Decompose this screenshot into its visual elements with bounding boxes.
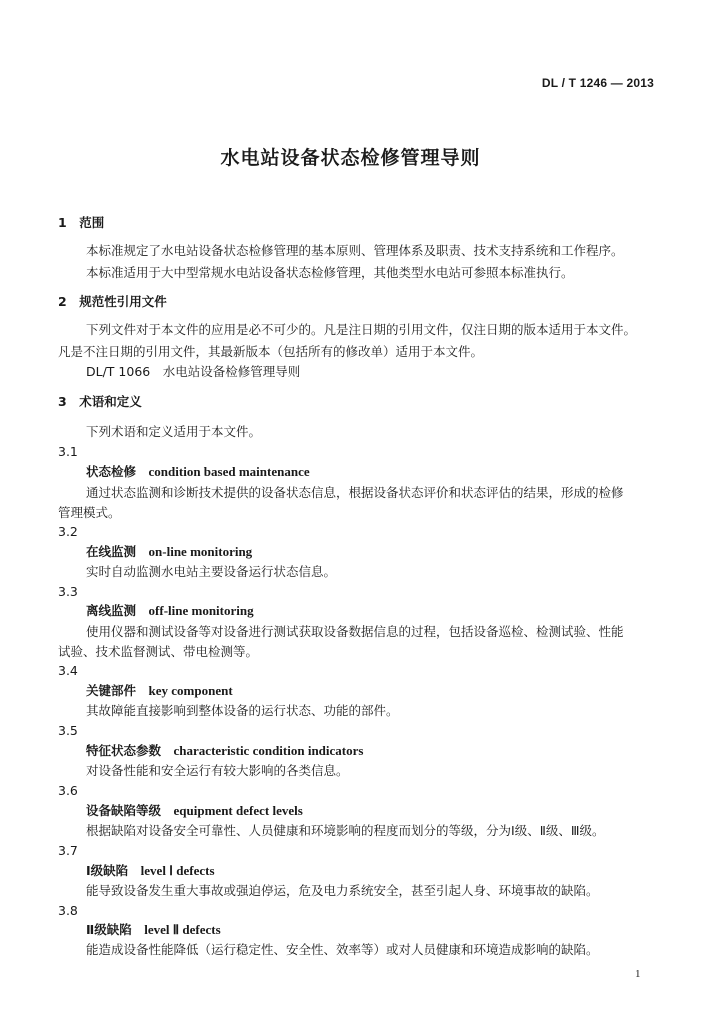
- standard-number: DL / T 1246 — 2013: [541, 76, 654, 90]
- term-definition: 试验、技术监督测试、带电检测等。: [58, 644, 259, 659]
- term-cn: Ⅰ级缺陷: [86, 863, 129, 878]
- term-number: 3.1: [58, 444, 78, 459]
- page-number: 1: [635, 968, 641, 980]
- term-cn: 关键部件: [86, 683, 137, 698]
- term-definition: 其故障能直接影响到整体设备的运行状态、功能的部件。: [86, 703, 399, 718]
- term-definition: 使用仪器和测试设备等对设备进行测试获取设备数据信息的过程，包括设备巡检、检测试验、性能: [86, 624, 624, 639]
- term-heading: [86, 743, 363, 759]
- term-number: 3.7: [58, 843, 78, 858]
- section-2-paragraph-line-1: 下列文件对于本文件的应用是必不可少的。凡是注日期的引用文件，仅注日期的版本适用于本文件。: [86, 322, 637, 337]
- term-number: 3.2: [58, 524, 78, 539]
- section-1-heading: 1 范围: [58, 215, 105, 230]
- term-definition: 对设备性能和安全运行有较大影响的各类信息。: [86, 763, 349, 778]
- term-heading: [86, 683, 233, 699]
- section-3-intro: 下列术语和定义适用于本文件。: [86, 424, 262, 439]
- term-en: off-line monitoring: [148, 603, 254, 618]
- term-definition: 实时自动监测水电站主要设备运行状态信息。: [86, 564, 337, 579]
- term-en: equipment defect levels: [173, 803, 303, 818]
- term-cn: 设备缺陷等级: [86, 803, 162, 818]
- term-en: condition based maintenance: [148, 464, 310, 479]
- section-3-heading: 3 术语和定义: [58, 394, 142, 409]
- term-cn: 状态检修: [86, 464, 137, 479]
- term-heading: [86, 803, 303, 819]
- term-number: 3.6: [58, 783, 78, 798]
- term-cn: 在线监测: [86, 544, 137, 559]
- term-cn: 特征状态参数: [86, 743, 162, 758]
- term-definition: 能导致设备发生重大事故或强迫停运，危及电力系统安全，甚至引起人身、环境事故的缺陷。: [86, 883, 599, 898]
- term-number: 3.5: [58, 723, 78, 738]
- document-title: 水电站设备状态检修管理导则: [220, 147, 481, 169]
- term-en: on-line monitoring: [148, 544, 253, 559]
- term-heading: [86, 863, 215, 879]
- term-definition: 通过状态监测和诊断技术提供的设备状态信息，根据设备状态评价和状态评估的结果，形成的检修: [86, 485, 624, 500]
- section-1-paragraph-2: 本标准适用于大中型常规水电站设备状态检修管理，其他类型水电站可参照本标准执行。: [86, 265, 574, 280]
- term-cn: Ⅱ级缺陷: [86, 922, 132, 937]
- section-1-paragraph-1: 本标准规定了水电站设备状态检修管理的基本原则、管理体系及职责、技术支持系统和工作程序。: [86, 243, 624, 258]
- term-heading: [86, 544, 252, 560]
- term-en: level Ⅰ defects: [140, 863, 215, 878]
- term-heading: [86, 464, 310, 480]
- section-2-paragraph-line-2: 凡是不注日期的引用文件，其最新版本（包括所有的修改单）适用于本文件。: [58, 344, 484, 359]
- term-en: level Ⅱ defects: [144, 922, 221, 937]
- term-number: 3.8: [58, 903, 78, 918]
- term-heading: [86, 922, 221, 938]
- term-definition: 管理模式。: [58, 505, 121, 520]
- term-en: characteristic condition indicators: [173, 743, 364, 758]
- normative-reference: DL/T 1066 水电站设备检修管理导则: [86, 364, 301, 379]
- section-2-heading: 2 规范性引用文件: [58, 294, 167, 309]
- term-heading: [86, 603, 254, 619]
- term-number: 3.4: [58, 663, 78, 678]
- term-number: 3.3: [58, 584, 78, 599]
- term-definition: 能造成设备性能降低（运行稳定性、安全性、效率等）或对人员健康和环境造成影响的缺陷。: [86, 942, 599, 957]
- term-cn: 离线监测: [86, 603, 137, 618]
- term-definition: 根据缺陷对设备安全可靠性、人员健康和环境影响的程度而划分的等级，分为Ⅰ级、Ⅱ级、Ⅲ级。: [86, 823, 605, 838]
- term-en: key component: [148, 683, 233, 698]
